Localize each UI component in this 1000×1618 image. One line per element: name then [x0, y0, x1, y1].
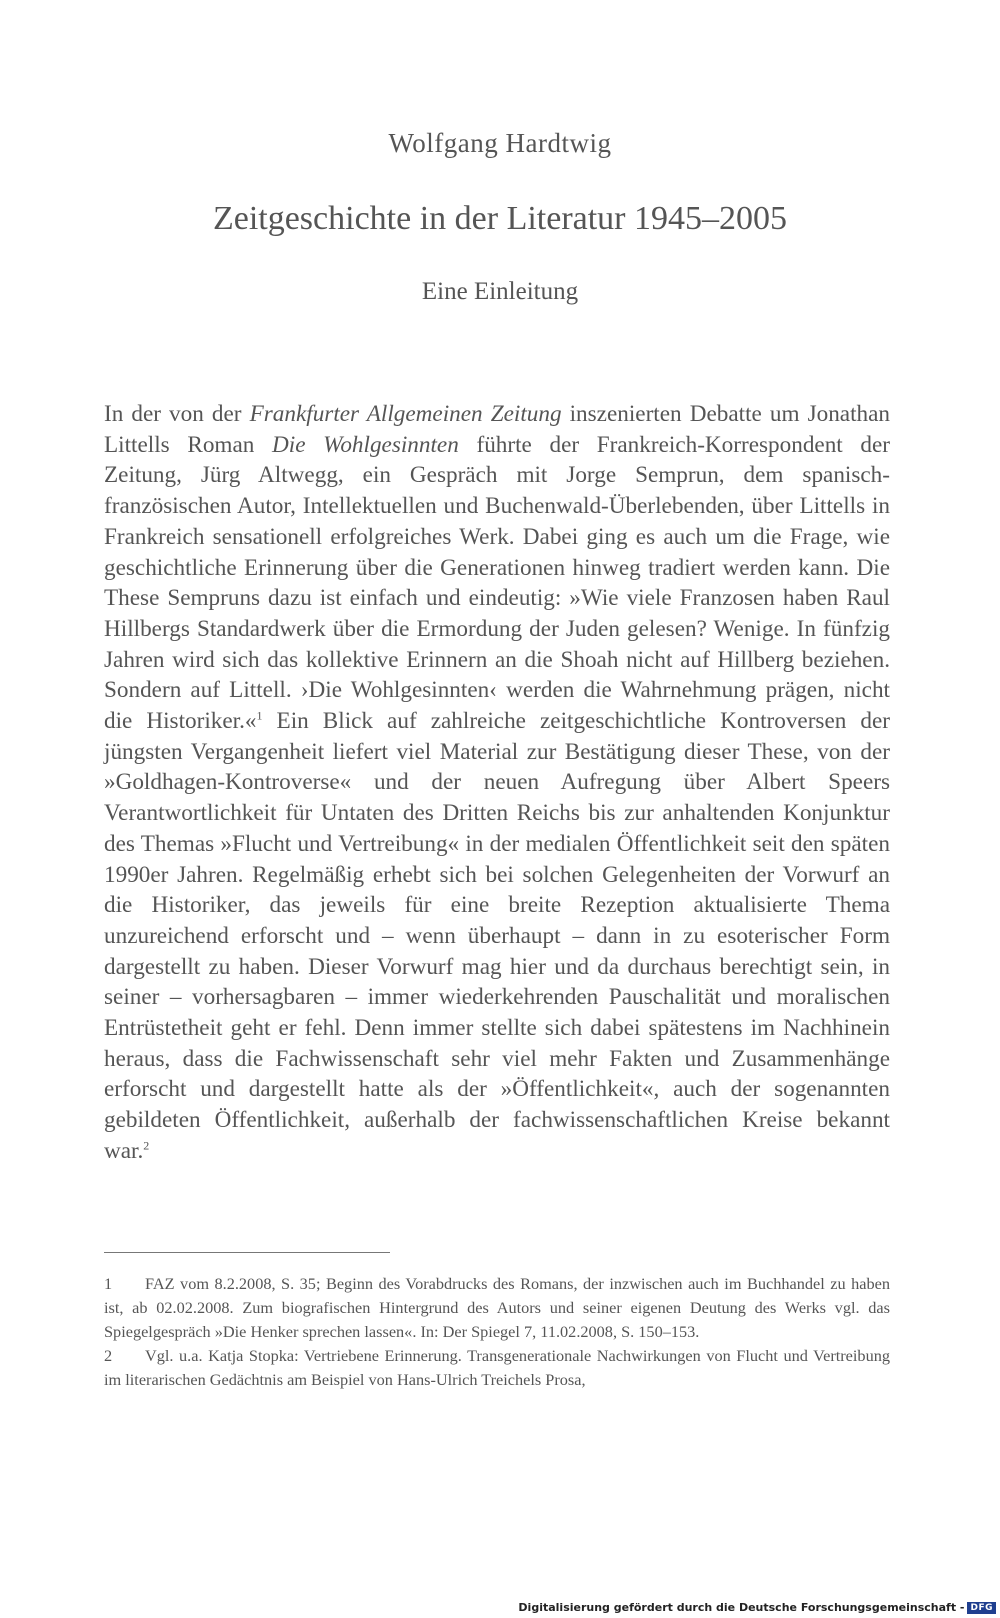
footnote-divider	[104, 1252, 390, 1253]
body-text-segment: führte der Frankreich-Korrespondent der Zeitung, Jürg Altwegg, ein Gespräch mit Jorge Semprun, dem spanisch-französischen Autor, Intellektuellen und Buchenwald-Überlebenden, über Littells in Frankreich sensationell erfolgreiches Werk. Dabei ging es auch um die Frage, wie geschichtliche Erinnerung über die Generationen hinweg tradiert werden kann. Die These Sempruns dazu ist einfach und eindeutig: »Wie viele Franzosen haben Raul Hillbergs Standardwerk über die Ermordung der Juden gelesen? Wenige. In fünfzig Jahren wird sich das kollektive Erinnern an die Shoah nicht auf Hillberg beziehen. Sondern auf Littell. ›Die Wohlgesinnten‹ werden die Wahrnehmung prägen, nicht die Historiker.«	[104, 431, 891, 735]
dfg-funding-banner	[518, 1601, 996, 1614]
body-text-segment: Ein Blick auf zahlreiche zeitgeschichtliche Kontroversen der jüngsten Vergangenheit liefert viel Material zur Bestätigung dieser These, von der »Goldhagen-Kontroverse« und der neuen Aufregung über Albert Speers Verantwortlichkeit für Untaten des Dritten Reichs bis zur anhaltenden Konjunktur des Themas »Flucht und Vertreibung« in der medialen Öffentlichkeit seit den späten 1990er Jahren. Regelmäßig erhebt sich bei solchen Gelegenheiten der Vorwurf an die Historiker, das jeweils für eine breite Rezeption aktualisierte Thema unzureichend erforscht und – wenn überhaupt – dann in zu esoterischer Form dargestellt zu haben. Dieser Vorwurf mag hier und da durchaus berechtigt sein, in seiner – vorhersagbaren – immer wiederkehrenden Pauschalität und moralischen Entrüstetheit geht er fehl. Denn immer stellte sich dabei spätestens im Nachhinein heraus, dass die Fachwissenschaft sehr viel mehr Fakten und Zusammenhänge erforscht und dargestellt hatte als der »Öffentlichkeit«, auch der sogenannten gebildeten Öffentlichkeit, außerhalb der fachwissenschaftlichen Kreise bekannt war.	[104, 708, 890, 1164]
footnote-text: FAZ vom 8.2.2008, S. 35; Beginn des Vorabdrucks des Romans, der inzwischen auch im Buchhandel zu haben ist, ab 02.02.2008. Zum biografischen Hintergrund des Autors und seiner eigenen Deutung des Werks vgl. das Spiegelgespräch »Die Henker sprechen lassen«. In: Der Spiegel 7, 11.02.2008, S. 150–153.	[104, 1274, 890, 1341]
footnote-2	[104, 1344, 890, 1392]
footnote-number: 1	[104, 1274, 113, 1293]
footnote-ref-2[interactable]: 2	[143, 1138, 150, 1153]
body-text-segment: In der von der	[104, 401, 250, 427]
chapter-subtitle: Eine Einleitung	[421, 278, 579, 305]
footnote-ref-1[interactable]: 1	[256, 708, 263, 723]
dfg-logo-icon: DFG	[967, 1602, 996, 1614]
author-name: Wolfgang Hardtwig	[388, 128, 612, 158]
footnotes-section	[104, 1272, 890, 1392]
italic-novel-title: Die Wohlgesinnten	[272, 431, 459, 458]
footnote-text: Vgl. u.a. Katja Stopka: Vertriebene Erinnerung. Transgenerationale Nachwirkungen von Flucht und Vertreibung im literarischen Gedächtnis am Beispiel von Hans-Ulrich Treichels Prosa,	[104, 1346, 890, 1389]
body-text-segment: inszenierten Debatte um Jonathan Littells Roman	[104, 401, 890, 458]
dfg-banner-text: Digitalisierung gefördert durch die Deutsche Forschungsgemeinschaft -	[518, 1601, 965, 1614]
footnote-1	[104, 1272, 890, 1344]
chapter-title: Zeitgeschichte in der Literatur 1945–2005	[212, 200, 788, 237]
italic-newspaper-title: Frankfurter Allgemeinen Zeitung	[249, 401, 562, 427]
body-paragraph	[104, 399, 890, 1167]
footnote-number: 2	[104, 1346, 113, 1365]
